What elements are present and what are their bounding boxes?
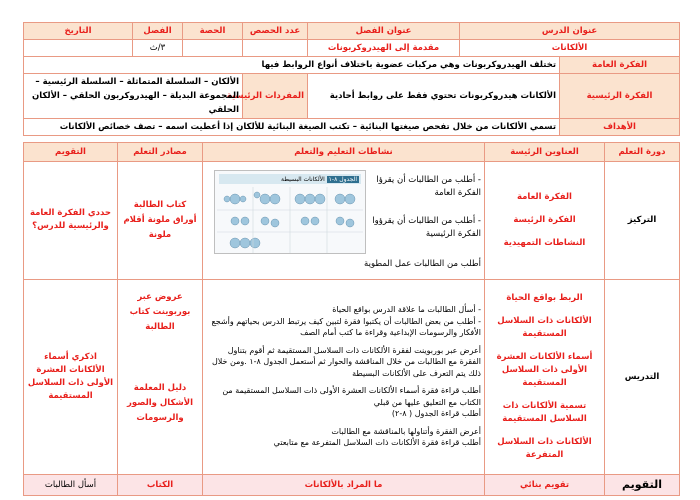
- activity-item: - أسأل الطالبات ما علاقة الدرس بواقع الحياة: [332, 305, 481, 315]
- focus-evaluation: حددي الفكرة العامة والرئيسية للدرس؟: [24, 162, 118, 280]
- activity-item: - أطلب من الطالبات أن يقرؤوا الفكرة الرئيسية: [372, 216, 481, 239]
- activity-item: أعرض عبر بوربوينت لفقرة الألكانات ذات السلاسل المستقيمة ثم أقوم بتناول الفقرة مع الطالبات من خلال المناقشة والحوار ثم أستعمل الجدول ٨-١ .ومن خلال ذلك يتم التعرف على الألكانات البسيطة: [211, 345, 481, 378]
- activity-item: أعرض الفقرة وأتناولها بالمناقشة مع الطالبات: [331, 426, 481, 436]
- assessment-row: [24, 474, 680, 495]
- main-idea: تختلف الهيدروكربونات وهي مركبات عضوية باختلاف أنواع الروابط فيها: [24, 57, 560, 74]
- teaching-row: [24, 279, 680, 474]
- periods-label: عدد الحصص: [243, 23, 308, 40]
- assessment-stage: التقويم: [605, 474, 680, 495]
- periods-value: [243, 40, 308, 57]
- figure-subtitle: الألكانات البسيطة: [281, 176, 325, 183]
- lesson-title: الألكانات: [460, 40, 680, 57]
- topic-item: الفكرة الرئيسة: [513, 214, 576, 225]
- class-label: الفصل: [133, 23, 183, 40]
- col-evaluation-header: التقويم: [24, 143, 118, 162]
- topic-item: الربط بواقع الحياة: [506, 292, 583, 303]
- main-idea-label: الفكرة العامة: [560, 57, 680, 74]
- assessment-resource: الكتاب: [118, 474, 203, 495]
- vocab: الألكان – السلسلة المتماثلة – السلسلة الرئيسية – المجموعة البديلة – الهيدروكربون الحلقي – الألكان الحلقي: [24, 74, 243, 119]
- goals-label: الأهداف: [560, 119, 680, 136]
- core-idea: الألكانات هيدروكربونات تحتوي فقط على روابط أحادية: [308, 74, 560, 119]
- share-value: [183, 40, 243, 57]
- activity-item: - أطلب من الطالبات أن يقرؤا الفكرة العامة: [376, 175, 481, 198]
- class-value: ٣/ث: [133, 40, 183, 57]
- focus-resources: كتاب الطالبة أوراق ملونة أقلام ملونة: [118, 162, 203, 280]
- lesson-title-label: عنوان الدرس: [460, 23, 680, 40]
- activity-item: أطلب قراءة فقرة أسماء الألكانات العشرة الأولى ذات السلاسل المستقيمة من الكتاب مع التعليق عليها من قبلي: [222, 386, 481, 407]
- chapter-title: مقدمة إلى الهيدروكربونات: [308, 40, 460, 57]
- topic-item: أسماء الألكانات العشرة الأولى ذات السلاسل المستقيمة: [496, 351, 593, 388]
- lesson-header-table: [23, 22, 680, 136]
- chapter-title-label: عنوان الفصل: [308, 23, 460, 40]
- activity-item: - أطلب من بعض الطالبات أن يكتبوا فقرة لتبين كيف يرتبط الدرس بحياتهم وأشجع الأفكار والرسومات الإبداعية وقراءة ما كتب أمام الصف: [211, 316, 481, 338]
- teaching-activities: [203, 279, 485, 474]
- topic-item: الفكرة العامة: [517, 191, 572, 202]
- focus-row: [24, 162, 680, 280]
- topic-item: الألكانات ذات السلاسل المتفرعة: [497, 436, 592, 460]
- resource-block: دليل المعلمة الأشكال والصور والرسومات: [126, 382, 194, 423]
- col-cycle-header: دورة التعلم: [605, 143, 680, 162]
- core-idea-label: الفكرة الرئيسية: [560, 74, 680, 119]
- share-label: الحصة: [183, 23, 243, 40]
- teaching-stage: التدريس: [605, 279, 680, 474]
- date-label: التاريخ: [24, 23, 133, 40]
- figure-caption: [219, 174, 361, 184]
- col-activities-header: نشاطات التعليم والتعلم: [203, 143, 485, 162]
- learning-cycle-table: [23, 142, 680, 496]
- activity-item: أطلب قراءة فقرة الألكانات ذات السلاسل المتفرعة مع متابعتي: [273, 438, 481, 448]
- col-resources-header: مصادر التعلم: [118, 143, 203, 162]
- goals: تسمي الألكانات من خلال تفحص صيغتها البنائية – تكتب الصيغة البنائية للألكان إذا أعطيت اسمه – تصف خصائص الألكانات: [24, 119, 560, 136]
- molecule-models-icon: [215, 185, 365, 255]
- focus-activities: [203, 162, 485, 280]
- resource-block: عروض عبر بوربوينت كتاب الطالبة: [129, 291, 191, 332]
- teaching-evaluation: اذكري أسماء الألكانات العشرة الأولى ذات السلاسل المستقيمة: [24, 279, 118, 474]
- topic-item: الألكانات ذات السلاسل المستقيمة: [497, 315, 592, 339]
- date-value: [24, 40, 133, 57]
- alkanes-table-figure: [214, 170, 366, 254]
- teaching-resources: [118, 279, 203, 474]
- teaching-topics: [485, 279, 605, 474]
- activity-item: أطلب من الطالبات عمل المطوية: [364, 259, 481, 269]
- assessment-topic: تقويم بنائي: [485, 474, 605, 495]
- col-topics-header: العناوين الرئيسة: [485, 143, 605, 162]
- activity-item: أطلب قراءة الجدول ( ٨-٢): [391, 409, 481, 419]
- figure-title: الجدول ٨-١: [328, 176, 357, 183]
- focus-topics: [485, 162, 605, 280]
- assessment-evaluation: أسأل الطالبات: [24, 474, 118, 495]
- focus-stage: التركيز: [605, 162, 680, 280]
- assessment-activity: ما المراد بالألكانات: [203, 474, 485, 495]
- vocab-label: المفردات الرئيسية: [243, 74, 308, 119]
- topic-item: النشاطات التمهيدية: [503, 237, 586, 248]
- topic-item: تسمية الألكانات ذات السلاسل المستقيمة: [502, 400, 587, 424]
